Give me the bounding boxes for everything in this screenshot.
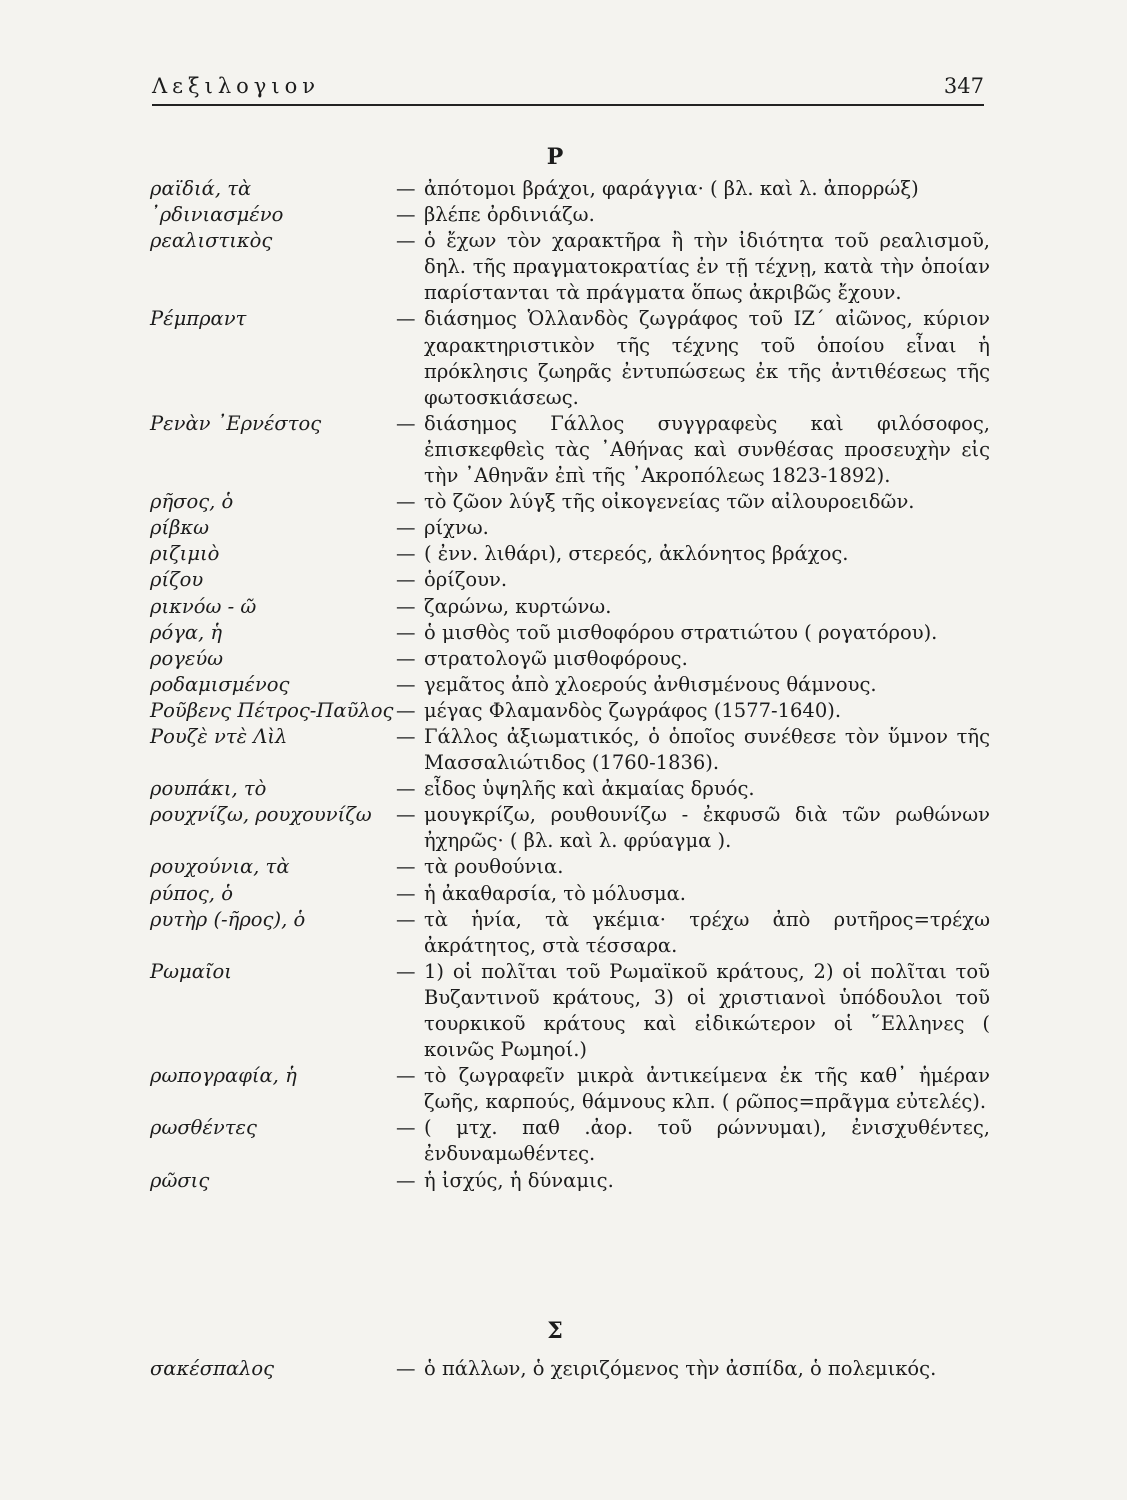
- dash: —: [396, 724, 416, 748]
- entry-term: Ρέμπραντ: [150, 307, 247, 331]
- entry-term: ρῶσις: [150, 1168, 210, 1192]
- entry-definition: τὰ ρουθούνια.: [424, 855, 564, 879]
- entry-term: Ρωμαῖοι: [150, 959, 232, 983]
- dash: —: [396, 1168, 416, 1192]
- section-letter-rho: Ρ: [546, 144, 564, 170]
- dash: —: [396, 672, 416, 696]
- dash: —: [396, 203, 416, 227]
- entry: [150, 202, 990, 228]
- entry: [150, 907, 990, 959]
- section-letter-sigma: Σ: [547, 1318, 563, 1344]
- dash: —: [396, 542, 416, 566]
- entry-definition: ρίχνω.: [424, 516, 489, 540]
- entry-term: ρικνόω - ῶ: [150, 594, 257, 618]
- dash: —: [396, 229, 416, 253]
- entry-term: ᾿ρδινιασμένο: [150, 203, 284, 227]
- entry: [150, 620, 990, 646]
- entry: [150, 306, 990, 410]
- entry-definition: ὁ μισθὸς τοῦ μισθοφόρου στρατιώτου ( ρογατόρου).: [424, 620, 938, 644]
- entry-term: ρίζου: [150, 568, 204, 592]
- entry-definition: βλέπε ὀρδινιάζω.: [424, 203, 595, 227]
- dash: —: [396, 803, 416, 827]
- entry-term: ρόγα, ἡ: [150, 620, 223, 644]
- entry: [150, 567, 990, 593]
- entry: [150, 411, 990, 489]
- entry: [150, 1063, 990, 1115]
- dash: —: [396, 646, 416, 670]
- entry-term: ρουχνίζω, ρουχουνίζω: [150, 803, 372, 827]
- entry-definition: τὸ ζῶον λύγξ τῆς οἰκογενείας τῶν αἰλουροειδῶν.: [424, 490, 915, 514]
- entry-definition: διάσημος Ὁλλανδὸς ζωγράφος τοῦ ΙΖ΄ αἰῶνος, κύριον χαρακτηριστικὸν τῆς τέχνης τοῦ ὁποίου εἶναι ἡ πρόκλησις ζωηρᾶς ἐντυπώσεως ἐκ τῆς ἀντιθέσεως τῆς φωτοσκιάσεως.: [424, 307, 990, 409]
- entry: [150, 959, 990, 1063]
- entry-definition: ὁ ἔχων τὸν χαρακτῆρα ἢ τὴν ἰδιότητα τοῦ ρεαλισμοῦ, δηλ. τῆς πραγματοκρατίας ἐν τῇ τέχνῃ, κατὰ τὴν ὁποίαν παρίστανται τὰ πράγματα ὅπως ἀκριβῶς ἔχουν.: [424, 229, 990, 305]
- entry-term: σακέσπαλος: [150, 1357, 275, 1380]
- entry-term: ριζιμιὸ: [150, 542, 220, 566]
- entry: [150, 1356, 990, 1382]
- entry: [150, 698, 990, 724]
- dash: —: [396, 594, 416, 618]
- entry-term: Ροῦβενς Πέτρος-Παῦλος: [150, 698, 394, 722]
- entry-definition: ( ἐνν. λιθάρι), στερεός, ἀκλόνητος βράχος.: [424, 542, 849, 566]
- entry: [150, 646, 990, 672]
- entry-term: Ρουζὲ ντὲ Λὶλ: [150, 724, 288, 748]
- dash: —: [396, 177, 416, 200]
- dash: —: [396, 1064, 416, 1088]
- dash: —: [396, 516, 416, 540]
- glossary-entries-sigma: [150, 1356, 990, 1382]
- header-rule: [152, 104, 984, 106]
- entry: [150, 489, 990, 515]
- dash: —: [396, 1357, 416, 1380]
- entry-definition: εἶδος ὑψηλῆς καὶ ἀκμαίας δρυός.: [424, 777, 755, 801]
- entry-definition: ὁ πάλλων, ὁ χειριζόμενος τὴν ἀσπίδα, ὁ πολεμικός.: [424, 1357, 937, 1380]
- dash: —: [396, 881, 416, 905]
- entry-term: ρυτὴρ (-ῆρος), ὁ: [150, 907, 306, 931]
- entry-term: ρῆσος, ὁ: [150, 490, 234, 514]
- dash: —: [396, 620, 416, 644]
- dash: —: [396, 411, 416, 435]
- dash: —: [396, 855, 416, 879]
- entry-definition: τὰ ἡνία, τὰ γκέμια· τρέχω ἀπὸ ρυτῆρος=τρέχω ἀκράτητος, στὰ τέσσαρα.: [424, 907, 990, 957]
- dash: —: [396, 568, 416, 592]
- entry: [150, 1115, 990, 1167]
- entry: [150, 724, 990, 776]
- entry: [150, 541, 990, 567]
- entry-definition: τὸ ζωγραφεῖν μικρὰ ἀντικείμενα ἐκ τῆς καθ᾿ ἡμέραν ζωῆς, καρπούς, θάμνους κλπ. ( ρῶπος=πρᾶγμα εὐτελές).: [424, 1064, 990, 1114]
- entry: [150, 802, 990, 854]
- dash: —: [396, 959, 416, 983]
- entry-term: ρεαλιστικὸς: [150, 229, 273, 253]
- entry-definition: διάσημος Γάλλος συγγραφεὺς καὶ φιλόσοφος, ἐπισκεφθεὶς τὰς ᾿Αθήνας καὶ συνθέσας προσευχὴν εἰς τὴν ᾿Αθηνᾶν ἐπὶ τῆς ᾿Ακροπόλεως 1823-1892).: [424, 411, 990, 488]
- running-header: [152, 74, 984, 104]
- entry-definition: ἡ ἰσχύς, ἡ δύναμις.: [424, 1168, 614, 1192]
- entry-term: ρωπογραφία, ἡ: [150, 1064, 297, 1088]
- entry-definition: γεμᾶτος ἀπὸ χλοερούς ἀνθισμένους θάμνους.: [424, 672, 877, 696]
- glossary-entries: [150, 176, 990, 1194]
- entry-term: ρωσθέντες: [150, 1116, 257, 1140]
- entry-definition: ὁρίζουν.: [424, 568, 508, 592]
- entry: [150, 594, 990, 620]
- entry-term: ρουπάκι, τὸ: [150, 777, 267, 801]
- entry-term: ρίβκω: [150, 516, 210, 540]
- entry: [150, 1168, 990, 1194]
- entry-term: ροδαμισμένος: [150, 672, 290, 696]
- dash: —: [396, 907, 416, 931]
- entry-definition: μουγκρίζω, ρουθουνίζω - ἐκφυσῶ διὰ τῶν ρωθώνων ἠχηρῶς· ( βλ. καὶ λ. φρύαγμα ).: [424, 803, 990, 853]
- entry: [150, 881, 990, 907]
- entry-definition: στρατολογῶ μισθοφόρους.: [424, 646, 688, 670]
- entry-definition: μέγας Φλαμανδὸς ζωγράφος (1577-1640).: [424, 698, 842, 722]
- entry-definition: ( μτχ. παθ .ἀορ. τοῦ ρώννυμαι), ἐνισχυθέντες, ἐνδυναμωθέντες.: [424, 1116, 990, 1166]
- header-title: Λεξιλογιον: [152, 74, 320, 98]
- entry-term: ρύπος, ὁ: [150, 881, 233, 905]
- dash: —: [396, 490, 416, 514]
- entry-term: Ρενὰν ᾿Ερνέστος: [150, 411, 322, 435]
- dash: —: [396, 307, 416, 331]
- page-number: 347: [943, 74, 984, 98]
- entry-definition: 1) οἱ πολῖται τοῦ Ρωμαϊκοῦ κράτους, 2) οἱ πολῖται τοῦ Βυζαντινοῦ κράτους, 3) οἱ χριστιανοὶ ὑπόδουλοι τοῦ τουρκικοῦ κράτους καὶ εἰδικώτερον οἱ ῞Ελληνες ( κοινῶς Ρωμηοί.): [424, 959, 990, 1062]
- entry: [150, 776, 990, 802]
- entry: [150, 176, 990, 202]
- entry-definition: Γάλλος ἀξιωματικός, ὁ ὁποῖος συνέθεσε τὸν ὕμνον τῆς Μασσαλιώτιδος (1760-1836).: [424, 724, 990, 775]
- entry: [150, 515, 990, 541]
- entry-definition: ἀπότομοι βράχοι, φαράγγια· ( βλ. καὶ λ. ἀπορρώξ): [424, 177, 919, 200]
- entry: [150, 854, 990, 880]
- entry: [150, 672, 990, 698]
- entry: [150, 228, 990, 306]
- entry-definition: ζαρώνω, κυρτώνω.: [424, 594, 612, 618]
- entry-term: ραϊδιά, τὰ: [150, 177, 252, 200]
- dash: —: [396, 777, 416, 801]
- entry-definition: ἡ ἀκαθαρσία, τὸ μόλυσμα.: [424, 881, 687, 905]
- entry-term: ρογεύω: [150, 646, 224, 670]
- dash: —: [396, 1116, 416, 1140]
- dash: —: [396, 698, 416, 722]
- entry-term: ρουχούνια, τὰ: [150, 855, 290, 879]
